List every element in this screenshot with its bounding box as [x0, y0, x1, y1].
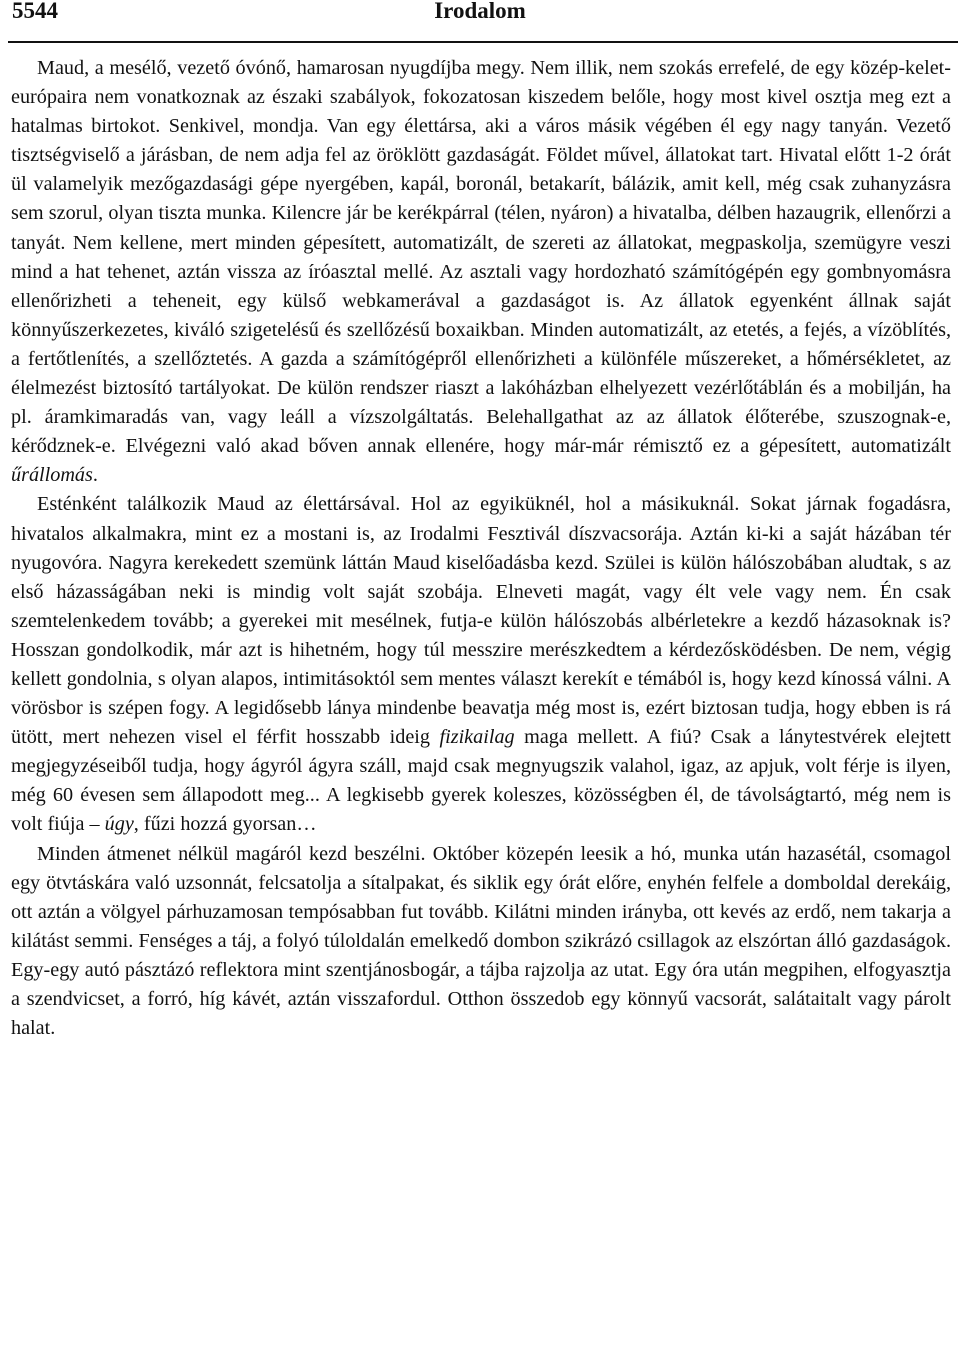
paragraph-2 [11, 490, 951, 839]
journal-title: Irodalom [434, 0, 526, 23]
paragraph-3 [11, 840, 951, 1044]
paragraph-2-italic-1: fizikailag [439, 726, 515, 749]
paragraph-1-text-1: Maud, a mesélő, vezető óvónő, hamarosan nyugdíjba megy. Nem illik, nem szokás errefelé, de egy közép-kelet-európaira nem vonatkoznak az északi szabályok, fokozatosan kiszedem belőle, hogy most kivel osztja meg ezt a hatalmas birtokot. Senkivel, mondja. Van egy élettársa, aki a város másik végében él egy nagy tanyán. Vezető tisztségviselő a járásban, de nem adja fel az öröklött gazdaságát. Földet művel, állatokat tart. Hivatal előtt 1-2 órát ül valamelyik mezőgazdasági gépe nyergében, kapál, boronál, betakarít, bálázik, amit kell, még csak zuhanyzásra sem szorul, olyan tiszta munka. Kilencre jár be kerékpárral (télen, nyáron) a hivatalba, délben hazaugrik, ellenőrzi a tanyát. Nem kellene, mert minden gépesített, automatizált, de szereti az állatokat, megpaskolja, szemügyre veszi mind a hat tehenet, aztán vissza az íróasztal mellé. Az asztali vagy hordozható számítógépén egy gombnyomásra ellenőrizheti a teheneit, egy külső webkamerával a gazdaságot is. Az állatok egyenként állnak saját könnyűszerkezetes, kiváló szigetelésű és szellőzésű boxaikban. Minden automatizált, az etetés, a fejés, a vízöblítés, a fertőtlenítés, a szellőztetés. A gazda a számítógépről ellenőrizheti a különféle műszereket, a hőmérsékletet, az élelmezést biztosító tartályokat. De külön rendszer riaszt a lakóházban elhelyezett vezérlőtáblán és a mobilján, ha pl. áramkimaradás van, vagy leáll a vízszolgáltatás. Belehallgathat az az állatok élőterébe, szuszognak-e, kérődznek-e. Elvégezni való akad bőven annak ellenére, hogy már-már rémisztő ez a gépesített, automatizált [11, 57, 951, 458]
paragraph-3-text-1: Minden átmenet nélkül magáról kezd beszélni. Október közepén leesik a hó, munka után hazasétál, csomagol egy ötvtáskára való uzsonnát, felcsatolja a sítalpakat, és siklik egy órát előre, enyhén felfele a domboldal derekáig, ott aztán a völgyel párhuzamosan tempósabban fut tovább. Kilátni minden irányba, ott kevés az erdő, nem takarja a kilátást semmi. Fenséges a táj, a folyó túloldalán emelkedő dombon szikrázó csillagok az elszórtan álló gazdaságok. Egy-egy autó pásztázó reflektora mint szentjánosbogár, a tájba rajzolja az utat. Egy óra után megpihen, elfogyasztja a szendvicset, a forró, híg kávét, aztán visszafordul. Otthon összedob egy könnyű vacsorát, salátaitalt vagy párolt halat. [11, 842, 951, 1040]
paragraph-2-text-3: , fűzi hozzá gyorsan… [133, 813, 317, 836]
paragraph-1 [11, 54, 951, 490]
paragraph-2-italic-2: úgy [104, 813, 134, 836]
article-body [11, 54, 951, 1043]
paragraph-2-text-2: maga mellett. A fiú? Csak a lánytestvérek elejtett megjegyzéseiből tudja, hogy ágyról ágyra száll, majd csak megnyugszik valahol, igaz, az apjuk, volt férje is ilyen, még 60 évesen sem állapodott meg... A legkisebb gyerek koleszes, közösségben él, de távolságtartó, még nem is volt fiúja – [11, 726, 951, 836]
page-number: 5544 [12, 0, 58, 23]
page-header [10, 0, 950, 28]
paragraph-2-text-1: Esténként találkozik Maud az élettársával. Hol az egyiküknél, hol a másikuknál. Sokat járnak fogadásra, hivatalos alkalmakra, mint ez a mostani is, az Irodalmi Fesztivál díszvacsorája. Aztán ki-ki a saját házában tér nyugovóra. Nagyra kerekedett szemünk láttán Maud kiselőadásba kezd. Szülei is külön hálószobában aludtak, s az első házasságában neki is mindig volt saját szobája. Elneveti magát, vagy élt vele vagy nem. Én csak szemtelenkedem tovább; a gyerekei mit mesélnek, futja-e külön hálószobás albérletekre a kezdő házasoknak is? Hosszan gondolkodik, már azt is hihetném, hogy túl messzire merészkedtem a kérdezősködésben. De nem, végig kellett gondolnia, s olyan alapos, intimitásoktól sem mentes választ kerekít e témából is, hogy kezd kínossá válni. A vörösbor is szépen fogy. A legidősebb lánya mindenbe beavatja még most is, ezért biztosan tudja, hogy ebben is rá ütött, mert nehezen visel el férfit hosszabb ideig [11, 493, 951, 749]
paragraph-1-text-2: . [92, 464, 98, 487]
paragraph-1-italic-1: űrállomás [11, 464, 93, 487]
header-rule [8, 41, 958, 43]
